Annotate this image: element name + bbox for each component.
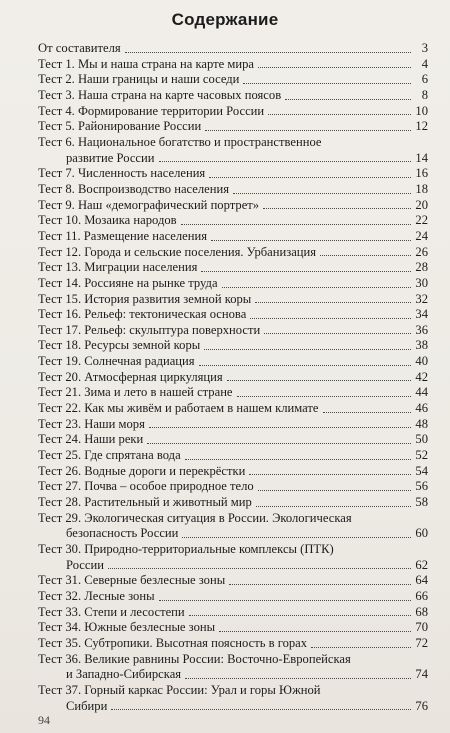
toc-entry bbox=[38, 72, 428, 88]
toc-entry-title: Тест 5. Районирование России bbox=[38, 119, 202, 134]
toc-entry bbox=[38, 370, 428, 386]
dot-leader bbox=[222, 276, 411, 288]
toc-entry-page: 68 bbox=[415, 604, 428, 619]
toc-entry-title-continued: России bbox=[66, 557, 104, 572]
toc-entry-page: 62 bbox=[415, 557, 428, 572]
dot-leader bbox=[323, 401, 412, 413]
toc-entry-page: 42 bbox=[415, 369, 428, 384]
toc-entry bbox=[38, 276, 428, 292]
toc-entry bbox=[38, 479, 428, 495]
dot-leader bbox=[201, 260, 411, 272]
toc-entry bbox=[38, 213, 428, 229]
toc-entry-title-continued: и Западно-Сибирская bbox=[66, 667, 182, 682]
toc-entry-page: 44 bbox=[415, 385, 428, 400]
toc-entry-page: 38 bbox=[415, 338, 428, 353]
toc-entry-title: Тест 31. Северные безлесные зоны bbox=[38, 573, 226, 588]
page-number: 94 bbox=[38, 713, 50, 727]
toc-entry bbox=[38, 245, 428, 261]
toc-entry bbox=[38, 88, 428, 104]
toc-entry-title: Тест 22. Как мы живём и работаем в нашем климате bbox=[38, 401, 319, 416]
toc-entry-title: Тест 35. Субтропики. Высотная поясность в горах bbox=[38, 635, 308, 650]
toc-entry-page: 60 bbox=[415, 526, 428, 541]
toc-entry-page: 8 bbox=[421, 87, 428, 102]
toc-entry-title: Тест 37. Горный каркас России: Урал и горы Южной bbox=[38, 682, 321, 697]
toc-entry-title: Тест 23. Наши моря bbox=[38, 416, 145, 431]
dot-leader bbox=[199, 354, 411, 366]
toc-entry-page: 36 bbox=[415, 322, 428, 337]
toc-entry-title: Тест 33. Степи и лесостепи bbox=[38, 604, 185, 619]
toc-entry-title: Тест 13. Миграции населения bbox=[38, 260, 198, 275]
toc-entry-page: 16 bbox=[415, 166, 428, 181]
toc-entry-title: Тест 7. Численность населения bbox=[38, 166, 206, 181]
toc-entry bbox=[38, 135, 428, 166]
toc-entry-title: Тест 2. Наши границы и наши соседи bbox=[38, 72, 240, 87]
toc-entry-title: Тест 14. Россияне на рынке труда bbox=[38, 275, 218, 290]
page-title: Содержание bbox=[171, 10, 279, 29]
toc-entry-title: Тест 19. Солнечная радиация bbox=[38, 354, 195, 369]
toc-entry bbox=[38, 104, 428, 120]
dot-leader bbox=[320, 245, 411, 257]
dot-leader bbox=[250, 307, 411, 319]
toc-entry-title: От составителя bbox=[38, 41, 121, 55]
toc-entry-page: 72 bbox=[415, 635, 428, 650]
toc-entry bbox=[38, 620, 428, 636]
dot-leader bbox=[189, 605, 411, 617]
toc-entry-page: 48 bbox=[415, 416, 428, 431]
dot-leader bbox=[181, 213, 411, 225]
toc-entry bbox=[38, 417, 428, 433]
toc-entry-title: Тест 28. Растительный и животный мир bbox=[38, 495, 252, 510]
dot-leader bbox=[233, 182, 411, 194]
toc-entry bbox=[38, 652, 428, 683]
toc-entry-page: 20 bbox=[415, 197, 428, 212]
dot-leader bbox=[255, 292, 411, 304]
dot-leader bbox=[285, 88, 411, 100]
toc-entry bbox=[38, 182, 428, 198]
toc-entry bbox=[38, 401, 428, 417]
toc-entry-title: Тест 1. Мы и наша страна на карте мира bbox=[38, 56, 254, 71]
toc-entry-title: Тест 27. Почва – особое природное тело bbox=[38, 479, 254, 494]
toc-entry-title: Тест 10. Мозаика народов bbox=[38, 213, 177, 228]
dot-leader bbox=[185, 667, 411, 679]
toc-entry bbox=[38, 307, 428, 323]
toc-entry bbox=[38, 229, 428, 245]
toc-entry bbox=[38, 542, 428, 573]
toc-entry-page: 24 bbox=[415, 228, 428, 243]
dot-leader bbox=[159, 589, 411, 601]
dot-leader bbox=[258, 479, 411, 491]
dot-leader bbox=[311, 636, 411, 648]
dot-leader bbox=[182, 526, 411, 538]
dot-leader bbox=[204, 338, 411, 350]
dot-leader bbox=[211, 229, 411, 241]
toc-entry-title-continued: Сибири bbox=[66, 698, 108, 713]
toc-entry bbox=[38, 464, 428, 480]
toc-entry bbox=[38, 683, 428, 714]
dot-leader bbox=[147, 432, 411, 444]
dot-leader bbox=[185, 448, 411, 460]
toc-entry-page: 58 bbox=[415, 495, 428, 510]
toc-entry-title: Тест 3. Наша страна на карте часовых поясов bbox=[38, 87, 282, 102]
toc-entry-title-continued: безопасность России bbox=[66, 526, 179, 541]
toc-entry-title: Тест 12. Города и сельские поселения. Урбанизация bbox=[38, 244, 317, 259]
toc-entry-title: Тест 29. Экологическая ситуация в России. Экологическая bbox=[38, 510, 352, 525]
toc-entry-title: Тест 17. Рельеф: скульптура поверхности bbox=[38, 322, 261, 337]
toc-entry-title: Тест 6. Национальное богатство и пространственное bbox=[38, 134, 322, 149]
toc-entry-title: Тест 15. История развития земной коры bbox=[38, 291, 252, 306]
toc-entry-page: 34 bbox=[415, 307, 428, 322]
table-of-contents bbox=[38, 41, 428, 714]
dot-leader bbox=[209, 166, 411, 178]
toc-entry bbox=[38, 636, 428, 652]
toc-entry-page: 56 bbox=[415, 479, 428, 494]
toc-entry-title: Тест 20. Атмосферная циркуляция bbox=[38, 369, 223, 384]
toc-entry bbox=[38, 448, 428, 464]
dot-leader bbox=[149, 417, 411, 429]
toc-entry bbox=[38, 589, 428, 605]
toc-entry-title: Тест 26. Водные дороги и перекрёстки bbox=[38, 463, 246, 478]
toc-entry-page: 40 bbox=[415, 354, 428, 369]
toc-entry bbox=[38, 119, 428, 135]
dot-leader bbox=[227, 370, 411, 382]
toc-entry-title: Тест 25. Где спрятана вода bbox=[38, 448, 181, 463]
toc-entry-title: Тест 18. Ресурсы земной коры bbox=[38, 338, 201, 353]
toc-entry bbox=[38, 41, 428, 57]
toc-entry-page: 18 bbox=[415, 181, 428, 196]
dot-leader bbox=[237, 385, 411, 397]
toc-entry-page: 10 bbox=[415, 103, 428, 118]
toc-entry-title: Тест 16. Рельеф: тектоническая основа bbox=[38, 307, 247, 322]
toc-entry-page: 14 bbox=[415, 150, 428, 165]
toc-entry-page: 32 bbox=[415, 291, 428, 306]
toc-entry-title: Тест 24. Наши реки bbox=[38, 432, 144, 447]
dot-leader bbox=[229, 573, 411, 585]
toc-entry bbox=[38, 573, 428, 589]
toc-entry bbox=[38, 166, 428, 182]
toc-entry-title: Тест 36. Великие равнины России: Восточно-Европейская bbox=[38, 651, 351, 666]
dot-leader bbox=[263, 198, 411, 210]
toc-entry-page: 64 bbox=[415, 573, 428, 588]
toc-entry-title: Тест 21. Зима и лето в нашей стране bbox=[38, 385, 233, 400]
toc-entry bbox=[38, 432, 428, 448]
toc-entry bbox=[38, 198, 428, 214]
toc-entry-title: Тест 34. Южные безлесные зоны bbox=[38, 620, 216, 635]
toc-entry-page: 46 bbox=[415, 401, 428, 416]
toc-entry-page: 52 bbox=[415, 448, 428, 463]
toc-entry-page: 54 bbox=[415, 463, 428, 478]
dot-leader bbox=[258, 57, 411, 69]
toc-entry-page: 50 bbox=[415, 432, 428, 447]
toc-entry bbox=[38, 338, 428, 354]
dot-leader bbox=[256, 495, 411, 507]
toc-entry-title: Тест 30. Природно-территориальные комплексы (ПТК) bbox=[38, 542, 334, 556]
toc-entry-page: 6 bbox=[421, 72, 428, 87]
toc-entry-title: Тест 9. Наш «демографический портрет» bbox=[38, 197, 260, 212]
toc-entry-title: Тест 11. Размещение населения bbox=[38, 228, 208, 243]
toc-entry bbox=[38, 385, 428, 401]
toc-entry-title-continued: развитие России bbox=[66, 150, 155, 165]
dot-leader bbox=[111, 699, 411, 711]
dot-leader bbox=[108, 558, 411, 570]
dot-leader bbox=[268, 104, 411, 116]
toc-entry-page: 76 bbox=[415, 698, 428, 713]
toc-entry-title: Тест 8. Воспроизводство населения bbox=[38, 181, 230, 196]
toc-entry-page: 28 bbox=[415, 260, 428, 275]
toc-entry-page: 26 bbox=[415, 244, 428, 259]
toc-entry-page: 22 bbox=[415, 213, 428, 228]
dot-leader bbox=[125, 41, 411, 53]
toc-entry-title: Тест 32. Лесные зоны bbox=[38, 588, 155, 603]
toc-entry-page: 66 bbox=[415, 588, 428, 603]
toc-entry-page: 4 bbox=[421, 56, 428, 71]
toc-entry bbox=[38, 260, 428, 276]
dot-leader bbox=[205, 119, 411, 131]
toc-entry bbox=[38, 605, 428, 621]
toc-entry bbox=[38, 57, 428, 73]
dot-leader bbox=[264, 323, 411, 335]
toc-entry-title: Тест 4. Формирование территории России bbox=[38, 103, 265, 118]
toc-entry-page: 12 bbox=[415, 119, 428, 134]
dot-leader bbox=[249, 464, 411, 476]
dot-leader bbox=[159, 151, 412, 163]
toc-entry bbox=[38, 323, 428, 339]
toc-entry-page: 3 bbox=[421, 41, 428, 55]
toc-entry-page: 74 bbox=[415, 667, 428, 682]
toc-entry bbox=[38, 292, 428, 308]
toc-entry bbox=[38, 354, 428, 370]
toc-entry-page: 30 bbox=[415, 275, 428, 290]
toc-entry bbox=[38, 511, 428, 542]
toc-entry bbox=[38, 495, 428, 511]
dot-leader bbox=[219, 620, 411, 632]
dot-leader bbox=[243, 72, 411, 84]
toc-entry-page: 70 bbox=[415, 620, 428, 635]
